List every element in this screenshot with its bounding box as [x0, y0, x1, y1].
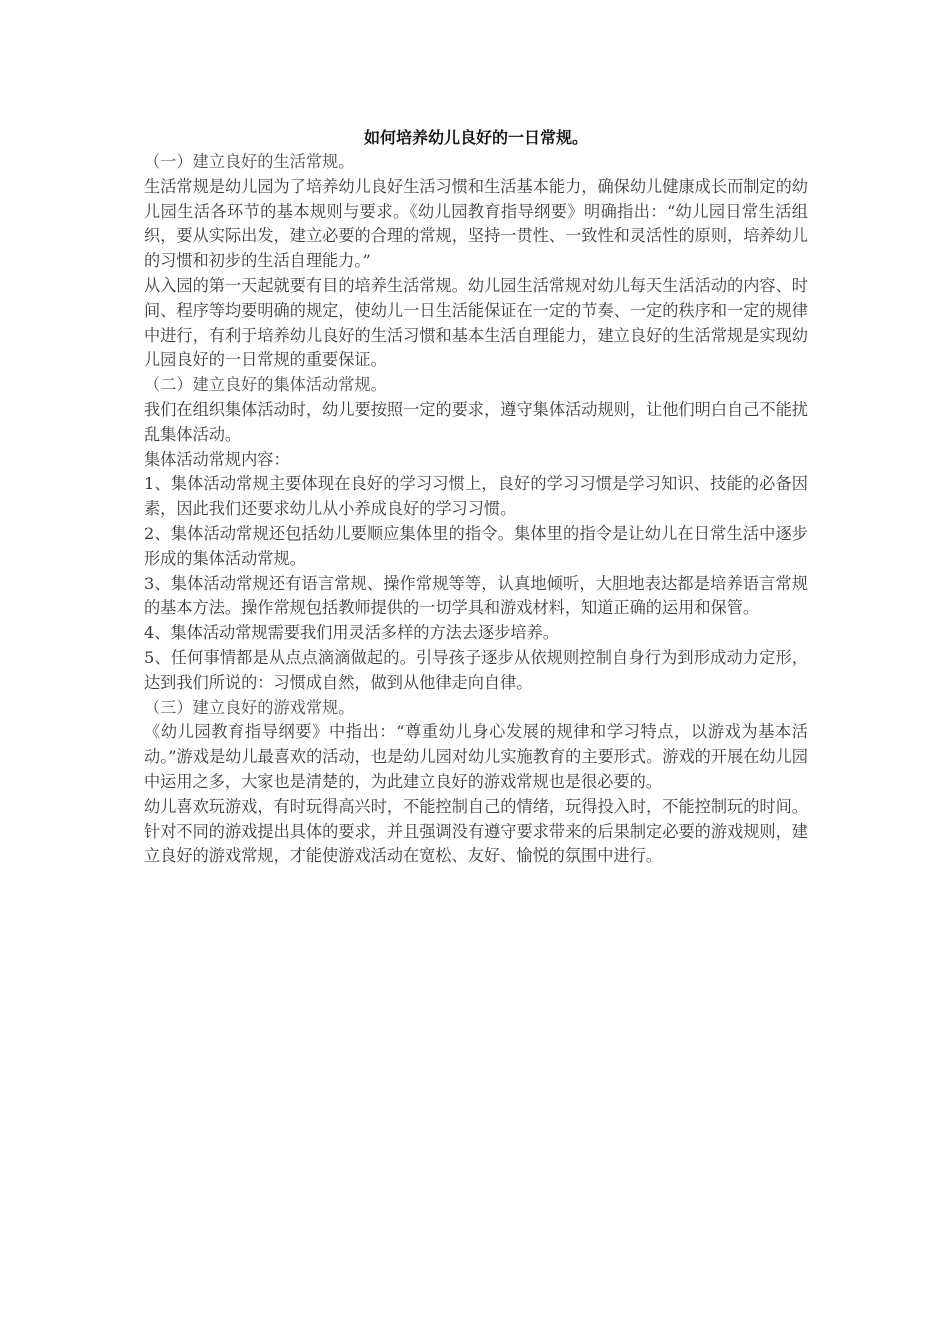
- section-life-routine: [144, 150, 808, 373]
- section-heading: （二）建立良好的集体活动常规。: [144, 375, 387, 395]
- paragraph: 我们在组织集体活动时，幼儿要按照一定的要求，遵守集体活动规则，让他们明白自己不能扰乱集体活动。: [144, 399, 808, 444]
- paragraph: 生活常规是幼儿园为了培养幼儿良好生活习惯和生活基本能力，确保幼儿健康成长而制定的幼儿园生活各环节的基本规则与要求。《幼儿园教育指导纲要》明确指出：“幼儿园日常生活组织，要从实际出发，建立必要的合理的常规，坚持一贯性、一致性和灵活性的原则，培养幼儿的习惯和初步的生活自理能力。”: [144, 176, 808, 271]
- document-page: [144, 127, 808, 869]
- section-game-routine: [144, 696, 808, 870]
- section-heading: （一）建立良好的生活常规。: [144, 152, 355, 171]
- section-group-activity-routine: [144, 373, 808, 695]
- document-title: 如何培养幼儿良好的一日常规。: [363, 128, 588, 147]
- paragraph: 集体活动常规内容：: [144, 449, 290, 469]
- section-heading: （三）建立良好的游戏常规。: [144, 697, 355, 717]
- list-item: 5、任何事情都是从点点滴滴做起的。引导孩子逐步从依规则控制自身行为到形成动力定形，达到我们所说的：习惯成自然，做到从他律走向自律。: [144, 647, 808, 692]
- list-item: 1、集体活动常规主要体现在良好的学习习惯上，良好的学习习惯是学习知识、技能的必备因素，因此我们还要求幼儿从小养成良好的学习习惯。: [144, 474, 808, 519]
- list-item: 2、集体活动常规还包括幼儿要顺应集体里的指令。集体里的指令是让幼儿在日常生活中逐步形成的集体活动常规。: [144, 523, 808, 568]
- list-item: 4、集体活动常规需要我们用灵活多样的方法去逐步培养。: [144, 623, 559, 643]
- paragraph: 《幼儿园教育指导纲要》中指出：“尊重幼儿身心发展的规律和学习特点，以游戏为基本活动。”游戏是幼儿最喜欢的活动，也是幼儿园对幼儿实施教育的主要形式。游戏的开展在幼儿园中运用之多，大家也是清楚的，为此建立良好的游戏常规也是很必要的。: [144, 722, 808, 791]
- list-item: 3、集体活动常规还有语言常规、操作常规等等，认真地倾听，大胆地表达都是培养语言常规的基本方法。操作常规包括教师提供的一切学具和游戏材料，知道正确的运用和保管。: [144, 573, 808, 618]
- paragraph: 从入园的第一天起就要有目的培养生活常规。幼儿园生活常规对幼儿每天生活活动的内容、时间、程序等均要明确的规定，使幼儿一日生活能保证在一定的节奏、一定的秩序和一定的规律中进行，有利于培养幼儿良好的生活习惯和基本生活自理能力，建立良好的生活常规是实现幼儿园良好的一日常规的重要保证。: [144, 275, 808, 370]
- paragraph: 幼儿喜欢玩游戏，有时玩得高兴时，不能控制自己的情绪，玩得投入时，不能控制玩的时间。针对不同的游戏提出具体的要求，并且强调没有遵守要求带来的后果制定必要的游戏规则，建立良好的游戏常规，才能使游戏活动在宽松、友好、愉悦的氛围中进行。: [144, 796, 808, 866]
